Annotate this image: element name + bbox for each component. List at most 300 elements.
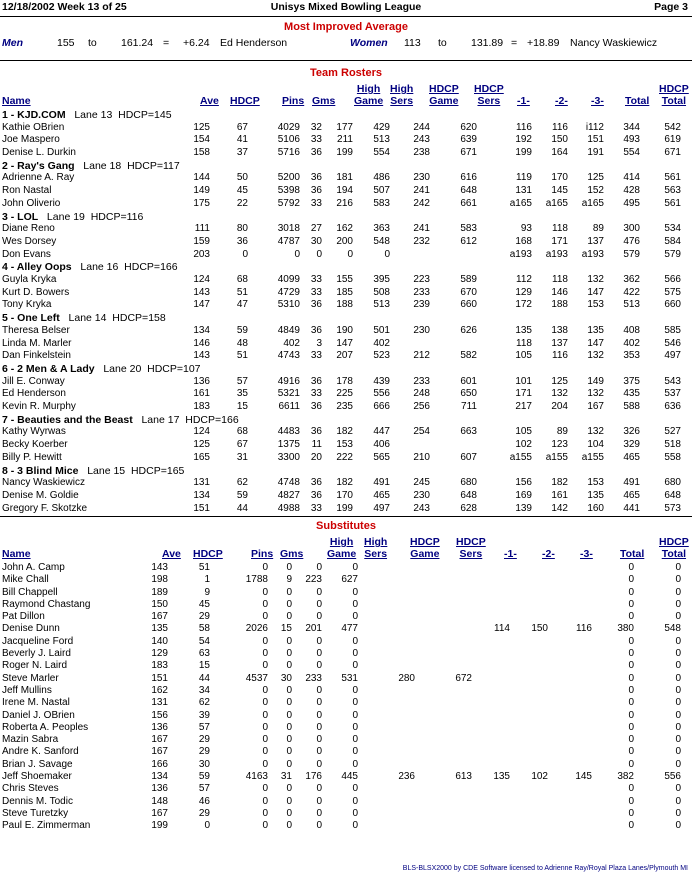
cell-total: 495: [623, 198, 640, 209]
cell-gms: 9: [286, 574, 292, 585]
cell-ave: 203: [193, 249, 210, 260]
cell-hdcp: 50: [236, 172, 248, 183]
cell-hg: 211: [337, 134, 353, 145]
cell-total: 0: [628, 746, 634, 757]
cell-gms: 0: [286, 783, 292, 794]
most-improved-row: [0, 37, 692, 51]
cell-hs: 497: [373, 503, 390, 514]
col-hs-header: High Sers: [390, 83, 414, 107]
cell-pins: 0: [262, 660, 268, 671]
table-row: [0, 147, 692, 159]
cell-hdg: 241: [413, 185, 430, 196]
cell-g1: 118: [516, 338, 532, 349]
cell-htotal: 0: [675, 808, 681, 819]
cell-ave: 134: [151, 771, 168, 782]
subs-column-headers: [0, 536, 692, 560]
cell-total: 0: [628, 685, 634, 696]
cell-gms: 33: [310, 388, 322, 399]
cell-hs: 0: [352, 587, 358, 598]
cell-total: 0: [628, 796, 634, 807]
col-hg-header: High Game: [327, 536, 357, 560]
team-info: Lane 16 HDCP=166: [71, 261, 178, 273]
men-to: 161.24: [121, 37, 154, 49]
cell-ave: 143: [151, 562, 168, 573]
cell-hg: 182: [336, 426, 353, 437]
cell-gms: 3: [316, 338, 322, 349]
cell-gms: 33: [310, 198, 322, 209]
cell-g3: 116: [576, 623, 592, 634]
cell-hdcp: 44: [236, 503, 248, 514]
team-heading: [2, 261, 178, 273]
cell-pins: 4099: [277, 274, 300, 285]
player-name: Mazin Sabra: [2, 734, 59, 745]
cell-hdcp: 57: [236, 376, 248, 387]
men-name: Ed Henderson: [220, 37, 288, 49]
most-improved-title: Most Improved Average: [284, 21, 408, 33]
cell-pins: 5106: [277, 134, 300, 145]
col-hds-header: HDCP Sers: [474, 83, 504, 107]
cell-hdg: 239: [413, 299, 430, 310]
player-name: Brian J. Savage: [2, 759, 73, 770]
cell-g2: a165: [545, 198, 568, 209]
table-row: [0, 697, 692, 709]
table-row: [0, 185, 692, 197]
player-name: Kathy Wyrwas: [2, 426, 66, 437]
col-g3-header: -3-: [591, 95, 604, 107]
cell-hdcp: 59: [236, 325, 248, 336]
table-row: [0, 401, 692, 413]
cell-hds: 661: [460, 198, 477, 209]
cell-hs: 0: [352, 820, 358, 831]
cell-g1: 169: [515, 490, 532, 501]
cell-gms: 0: [286, 685, 292, 696]
cell-hs: 477: [341, 623, 358, 634]
cell-ave: 124: [193, 426, 210, 437]
player-name: Pat Dillon: [2, 611, 45, 622]
cell-htotal: 0: [675, 783, 681, 794]
player-name: Denise Dunn: [2, 623, 60, 634]
women-label: Women: [350, 37, 388, 49]
col-pins-header: Pins: [282, 95, 305, 107]
cell-htotal: 534: [664, 223, 681, 234]
cell-g3: a193: [581, 249, 604, 260]
cell-hdg: 254: [413, 426, 430, 437]
cell-pins: 4849: [277, 325, 300, 336]
cell-total: 0: [628, 722, 634, 733]
cell-g1: 171: [515, 388, 532, 399]
table-row: [0, 623, 692, 635]
team-heading: [2, 465, 184, 477]
col-hdcp-header: HDCP: [193, 548, 223, 560]
cell-ave: 151: [151, 673, 168, 684]
player-name: Adrienne A. Ray: [2, 172, 75, 183]
cell-total: 476: [623, 236, 640, 247]
cell-htotal: 0: [675, 746, 681, 757]
cell-hdg: 236: [398, 771, 415, 782]
table-row: [0, 426, 692, 438]
player-name: Don Evans: [2, 249, 51, 260]
cell-hds: 711: [461, 401, 477, 412]
cell-g1: a165: [509, 198, 532, 209]
cell-htotal: 585: [664, 325, 681, 336]
table-row: [0, 338, 692, 350]
cell-hdcp: 59: [236, 490, 248, 501]
cell-hdcp: 51: [236, 350, 248, 361]
cell-hdg: 248: [413, 388, 430, 399]
cell-hdcp: 44: [198, 673, 210, 684]
cell-pins: 5792: [277, 198, 300, 209]
cell-htotal: 0: [675, 611, 681, 622]
cell-total: 588: [623, 401, 640, 412]
cell-total: 422: [623, 287, 640, 298]
cell-pins: 0: [262, 685, 268, 696]
cell-pins: 0: [262, 722, 268, 733]
table-row: [0, 134, 692, 146]
cell-ave: 134: [193, 325, 210, 336]
cell-hg: 0: [316, 808, 322, 819]
table-row: [0, 587, 692, 599]
table-row: [0, 299, 692, 311]
cell-hs: 0: [352, 808, 358, 819]
cell-total: 344: [623, 122, 640, 133]
cell-ave: 165: [193, 452, 210, 463]
cell-hdg: 232: [413, 236, 430, 247]
cell-total: 329: [623, 439, 640, 450]
cell-pins: 4916: [277, 376, 300, 387]
col-gms-header: Gms: [280, 548, 304, 560]
cell-hs: 513: [373, 134, 390, 145]
cell-ave: 124: [193, 274, 210, 285]
cell-gms: 36: [310, 325, 322, 336]
cell-ave: 149: [193, 185, 210, 196]
table-row: [0, 734, 692, 746]
cell-total: 0: [628, 636, 634, 647]
cell-ave: 125: [193, 439, 210, 450]
cell-ave: 175: [193, 198, 210, 209]
cell-g1: 93: [520, 223, 532, 234]
table-row: [0, 122, 692, 134]
cell-g3: 137: [587, 236, 604, 247]
cell-gms: 30: [280, 673, 292, 684]
cell-g2: 150: [531, 623, 548, 634]
cell-ave: 167: [151, 734, 168, 745]
cell-pins: 1375: [277, 439, 300, 450]
cell-g1: 217: [515, 401, 532, 412]
cell-g3: i112: [585, 122, 604, 133]
cell-g3: 125: [587, 172, 604, 183]
cell-pins: 0: [262, 562, 268, 573]
cell-gms: 36: [310, 185, 322, 196]
table-row: [0, 796, 692, 808]
cell-hds: 607: [460, 452, 477, 463]
cell-hdcp: 47: [236, 299, 248, 310]
cell-total: 554: [623, 147, 640, 158]
cell-hdcp: 54: [198, 636, 210, 647]
cell-gms: 0: [286, 759, 292, 770]
player-name: Billy P. Hewitt: [2, 452, 62, 463]
player-name: Jeff Mullins: [2, 685, 52, 696]
table-row: [0, 611, 692, 623]
player-name: Jill E. Conway: [2, 376, 65, 387]
cell-g2: 116: [552, 122, 568, 133]
men-eq: =: [163, 37, 170, 49]
cell-htotal: 0: [675, 697, 681, 708]
table-row: [0, 439, 692, 451]
cell-g3: 135: [587, 325, 604, 336]
cell-total: 0: [628, 648, 634, 659]
col-htotal-header: HDCP Total: [659, 83, 689, 107]
cell-hdg: 245: [413, 477, 430, 488]
cell-hs: 0: [352, 783, 358, 794]
col-hs-header: High Sers: [364, 536, 388, 560]
table-row: [0, 562, 692, 574]
cell-hds: 663: [460, 426, 477, 437]
cell-hs: 523: [373, 350, 390, 361]
date-week: 12/18/2002 Week 13 of 25: [2, 1, 127, 13]
cell-hdg: 242: [413, 198, 430, 209]
men-label: Men: [2, 37, 23, 49]
cell-ave: 161: [193, 388, 210, 399]
cell-htotal: 497: [664, 350, 681, 361]
cell-gms: 0: [286, 599, 292, 610]
cell-hs: 0: [352, 734, 358, 745]
cell-hdcp: 63: [198, 648, 210, 659]
cell-ave: 167: [151, 808, 168, 819]
team-info: Lane 19 HDCP=116: [38, 211, 144, 223]
cell-ave: 167: [151, 611, 168, 622]
cell-g3: 153: [587, 477, 604, 488]
player-name: Chris Steves: [2, 783, 59, 794]
cell-g2: a193: [545, 249, 568, 260]
player-name: Wes Dorsey: [2, 236, 57, 247]
cell-hs: 548: [373, 236, 390, 247]
cell-hdcp: 15: [198, 660, 210, 671]
cell-pins: 3018: [277, 223, 300, 234]
cell-htotal: 0: [675, 759, 681, 770]
cell-g1: 199: [515, 147, 532, 158]
cell-hds: 601: [460, 376, 477, 387]
cell-hdcp: 37: [236, 147, 248, 158]
cell-hs: 583: [373, 198, 390, 209]
cell-htotal: 573: [664, 503, 681, 514]
cell-g2: 204: [551, 401, 568, 412]
cell-hs: 0: [352, 759, 358, 770]
cell-htotal: 0: [675, 820, 681, 831]
cell-total: 414: [623, 172, 640, 183]
cell-hg: 0: [316, 734, 322, 745]
cell-total: 0: [628, 599, 634, 610]
cell-htotal: 0: [675, 648, 681, 659]
cell-pins: 4743: [277, 350, 300, 361]
cell-gms: 0: [286, 746, 292, 757]
cell-hs: 439: [373, 376, 390, 387]
cell-g3: 135: [587, 490, 604, 501]
table-row: [0, 452, 692, 464]
cell-hds: 650: [460, 388, 477, 399]
player-name: Kathie OBrien: [2, 122, 65, 133]
table-row: [0, 223, 692, 235]
player-name: Dan Finkelstein: [2, 350, 71, 361]
cell-total: 428: [623, 185, 640, 196]
team-name: 7 - Beauties and the Beast: [2, 414, 133, 426]
team-heading: [2, 109, 172, 121]
player-name: Daniel J. OBrien: [2, 710, 75, 721]
team-heading: [2, 363, 201, 375]
cell-total: 0: [628, 673, 634, 684]
cell-hdg: 238: [413, 147, 430, 158]
cell-g1: 101: [515, 376, 532, 387]
cell-pins: 0: [262, 611, 268, 622]
cell-hdcp: 35: [236, 388, 248, 399]
team-heading: [2, 160, 180, 172]
team-name: 8 - 3 Blind Mice: [2, 465, 79, 477]
cell-htotal: 543: [664, 376, 681, 387]
team-info: Lane 18 HDCP=117: [74, 160, 180, 172]
cell-g3: 132: [587, 274, 604, 285]
cell-hg: 199: [336, 503, 353, 514]
cell-hds: 582: [460, 350, 477, 361]
software-footer: BLS-BLSX2000 by CDE Software licensed to Adrienne Ray/Royal Plaza Lanes/Plymouth MI: [402, 865, 688, 872]
cell-gms: 0: [286, 734, 292, 745]
team-info: Lane 13 HDCP=145: [65, 109, 172, 121]
cell-pins: 5716: [277, 147, 300, 158]
cell-hg: 0: [316, 697, 322, 708]
cell-hg: 155: [336, 274, 353, 285]
cell-ave: 148: [151, 796, 168, 807]
cell-hg: 0: [316, 759, 322, 770]
cell-pins: 4483: [277, 426, 300, 437]
cell-g2: 138: [551, 325, 568, 336]
cell-hds: 616: [460, 172, 477, 183]
cell-hg: 207: [336, 350, 353, 361]
cell-total: 0: [628, 783, 634, 794]
cell-g1: 105: [515, 426, 532, 437]
page-number: Page 3: [654, 1, 688, 13]
cell-total: 0: [628, 611, 634, 622]
cell-g2: 118: [552, 274, 568, 285]
men-to-word: to: [88, 37, 97, 49]
cell-hs: 0: [352, 660, 358, 671]
cell-gms: 36: [310, 426, 322, 437]
cell-hs: 406: [373, 439, 390, 450]
cell-g3: 147: [587, 287, 604, 298]
player-name: Guyla Kryka: [2, 274, 57, 285]
cell-hdcp: 62: [236, 477, 248, 488]
cell-ave: 167: [151, 746, 168, 757]
cell-hs: 0: [352, 648, 358, 659]
cell-gms: 0: [286, 611, 292, 622]
cell-gms: 32: [310, 122, 322, 133]
player-name: John A. Camp: [2, 562, 65, 573]
cell-gms: 31: [280, 771, 292, 782]
cell-g3: 104: [587, 439, 604, 450]
cell-hds: 626: [460, 325, 477, 336]
team-heading: [2, 312, 166, 324]
cell-htotal: 619: [664, 134, 681, 145]
cell-hdcp: 48: [236, 338, 248, 349]
cell-ave: 166: [151, 759, 168, 770]
cell-g1: 114: [494, 623, 510, 634]
cell-htotal: 575: [664, 287, 681, 298]
team-name: 3 - LOL: [2, 211, 39, 223]
team-info: Lane 17 HDCP=166: [132, 414, 239, 426]
cell-hg: 0: [316, 685, 322, 696]
cell-htotal: 0: [675, 796, 681, 807]
col-g1-header: -1-: [504, 548, 517, 560]
cell-hg: 177: [336, 122, 353, 133]
cell-hdg: 243: [413, 134, 430, 145]
cell-htotal: 0: [675, 660, 681, 671]
cell-ave: 198: [151, 574, 168, 585]
cell-total: 0: [628, 820, 634, 831]
cell-g2: 171: [551, 236, 568, 247]
cell-htotal: 542: [664, 122, 681, 133]
cell-g3: 132: [587, 426, 604, 437]
cell-hs: 666: [373, 401, 390, 412]
player-name: Ed Henderson: [2, 388, 66, 399]
table-row: [0, 574, 692, 586]
cell-hdg: 223: [413, 274, 430, 285]
cell-gms: 36: [310, 477, 322, 488]
cell-g1: 172: [515, 299, 532, 310]
player-name: Dennis M. Todic: [2, 796, 73, 807]
cell-hdcp: 15: [236, 401, 248, 412]
cell-total: 362: [623, 274, 640, 285]
cell-htotal: 648: [664, 490, 681, 501]
cell-hds: 670: [460, 287, 477, 298]
cell-hds: 583: [460, 223, 477, 234]
cell-total: 402: [623, 338, 640, 349]
cell-htotal: 546: [664, 338, 681, 349]
cell-pins: 4537: [245, 673, 268, 684]
cell-pins: 4163: [245, 771, 268, 782]
cell-ave: 143: [193, 287, 210, 298]
cell-g1: 131: [515, 185, 532, 196]
cell-hs: 0: [352, 562, 358, 573]
cell-total: 0: [628, 660, 634, 671]
cell-gms: 36: [310, 147, 322, 158]
col-ave-header: Ave: [162, 548, 181, 560]
cell-hg: 235: [336, 401, 353, 412]
roster-column-headers: [0, 83, 692, 107]
table-row: [0, 477, 692, 489]
cell-total: 408: [623, 325, 640, 336]
cell-hdg: 244: [413, 122, 430, 133]
cell-hg: 0: [316, 611, 322, 622]
cell-gms: 0: [316, 249, 322, 260]
col-total-header: Total: [620, 548, 645, 560]
most-improved-rule: [0, 60, 692, 61]
table-row: [0, 673, 692, 685]
cell-total: 382: [617, 771, 634, 782]
team-info: Lane 15 HDCP=165: [78, 465, 185, 477]
cell-hds: 680: [460, 477, 477, 488]
cell-hg: 0: [316, 746, 322, 757]
women-gain: +18.89: [527, 37, 560, 49]
team-info: Lane 14 HDCP=158: [59, 312, 166, 324]
cell-g2: 123: [551, 439, 568, 450]
cell-hdcp: 22: [236, 198, 248, 209]
cell-hdcp: 29: [198, 611, 210, 622]
cell-hds: 672: [455, 673, 472, 684]
cell-total: 0: [628, 710, 634, 721]
rosters-rule: [0, 516, 692, 517]
cell-gms: 20: [310, 452, 322, 463]
cell-pins: 5310: [277, 299, 300, 310]
cell-g2: 89: [556, 426, 568, 437]
cell-pins: 0: [262, 783, 268, 794]
col-g1-header: -1-: [517, 95, 530, 107]
